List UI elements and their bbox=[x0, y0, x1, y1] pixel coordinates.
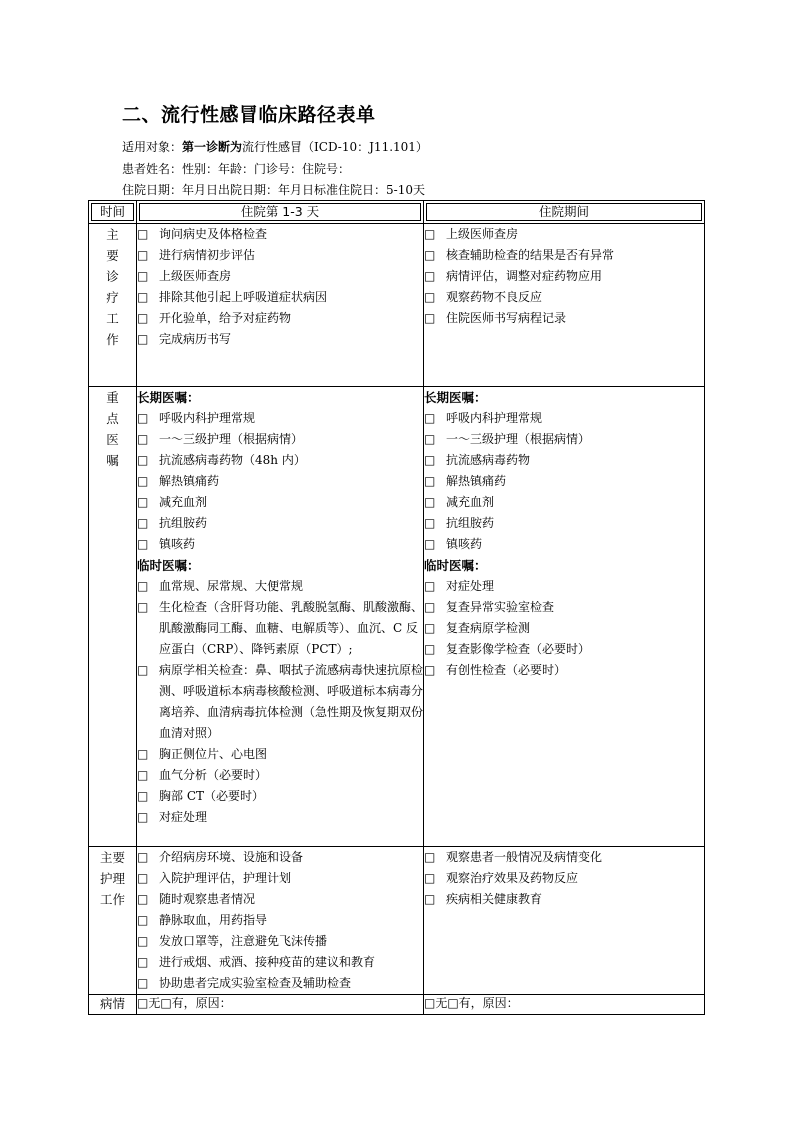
row-label-char: 疗 bbox=[106, 290, 119, 305]
checklist-item-text: 病原学相关检查：鼻、咽拭子流感病毒快速抗原检测、呼吸道标本病毒核酸检测、呼吸道标本病毒分离培养、血清病毒抗体检测（急性期及恢复期双份血清对照） bbox=[159, 663, 424, 740]
checklist-item-text: 住院医师书写病程记录 bbox=[446, 311, 567, 325]
checkbox-icon: □ bbox=[424, 663, 436, 677]
checklist-item bbox=[424, 287, 704, 308]
order-item bbox=[137, 765, 423, 786]
nursing-item bbox=[137, 952, 423, 973]
order-item bbox=[424, 492, 704, 513]
checkbox-icon: □ bbox=[424, 871, 436, 885]
checkbox-icon: □ bbox=[137, 600, 149, 614]
diagnosis-label: 第一诊断为 bbox=[182, 140, 243, 154]
checkbox-icon: □ bbox=[424, 600, 436, 614]
checklist-item-text: 询问病史及体格检查 bbox=[159, 227, 268, 241]
checklist-item-text: 复查病原学检测 bbox=[446, 621, 531, 635]
checkbox-icon: □ bbox=[137, 976, 149, 990]
condition-during-stay: □无□有，原因： bbox=[424, 995, 705, 1015]
checkbox-icon: □ bbox=[137, 290, 149, 304]
order-item bbox=[424, 639, 704, 660]
checkbox-icon: □ bbox=[137, 913, 149, 927]
row-label-char: 工 bbox=[106, 311, 119, 326]
applicable-subject: 适用对象：第一诊断为流行性感冒（ICD-10：J11.101） bbox=[122, 140, 428, 154]
nursing-during-stay bbox=[424, 847, 705, 995]
checklist-item bbox=[137, 266, 423, 287]
checklist-item-text: 入院护理评估，护理计划 bbox=[159, 871, 292, 885]
checkbox-icon: □ bbox=[424, 537, 436, 551]
checkbox-icon: □ bbox=[424, 850, 436, 864]
checkbox-icon: □ bbox=[424, 474, 436, 488]
header-during-stay: 住院期间 bbox=[424, 201, 705, 224]
row-nursing-work bbox=[89, 847, 705, 995]
checkbox-icon: □ bbox=[137, 311, 149, 325]
order-item bbox=[137, 786, 423, 807]
order-item bbox=[424, 597, 704, 618]
checklist-item bbox=[424, 308, 704, 329]
order-item bbox=[137, 597, 423, 660]
checklist-item bbox=[137, 329, 423, 350]
checklist-item-text: 一～三级护理（根据病情） bbox=[446, 432, 591, 446]
checkbox-icon: □ bbox=[424, 621, 436, 635]
checklist-item bbox=[424, 245, 704, 266]
checklist-item bbox=[137, 245, 423, 266]
checkbox-icon: □ bbox=[137, 516, 149, 530]
checkbox-icon: □ bbox=[424, 432, 436, 446]
checkbox-icon: □ bbox=[424, 453, 436, 467]
checkbox-icon: □ bbox=[137, 248, 149, 262]
checklist-item-text: 复查影像学检查（必要时） bbox=[446, 642, 591, 656]
checklist-item-text: 观察药物不良反应 bbox=[446, 290, 543, 304]
order-item bbox=[137, 513, 423, 534]
checkbox-icon: □ bbox=[424, 227, 436, 241]
checklist-item-text: 核查辅助检查的结果是否有异常 bbox=[446, 248, 615, 262]
admission-dates-line: 住院日期：年月日出院日期：年月日标准住院日：5-10天 bbox=[122, 183, 425, 197]
checklist-item-text: 观察患者一般情况及病情变化 bbox=[446, 850, 603, 864]
orders-day-1-3 bbox=[137, 387, 424, 847]
checklist-item bbox=[137, 287, 423, 308]
checklist-item-text: 上级医师查房 bbox=[446, 227, 519, 241]
row-label-line: 工作 bbox=[99, 892, 125, 907]
header-day-1-3: 住院第 1-3 天 bbox=[137, 201, 424, 224]
checklist-item-text: 呼吸内科护理常规 bbox=[159, 411, 256, 425]
nursing-item bbox=[137, 931, 423, 952]
checkbox-icon: □ bbox=[424, 269, 436, 283]
checklist-item-text: 进行戒烟、戒酒、接种疫苗的建议和教育 bbox=[159, 955, 376, 969]
main-work-day-1-3 bbox=[137, 224, 424, 387]
checklist-item-text: 上级医师查房 bbox=[159, 269, 232, 283]
checklist-item-text: 病情评估，调整对症药物应用 bbox=[446, 269, 603, 283]
row-label-line: 护理 bbox=[99, 871, 125, 886]
checkbox-icon: □ bbox=[137, 663, 149, 677]
checklist-item-text: 解热镇痛药 bbox=[446, 474, 507, 488]
checkbox-icon: □ bbox=[137, 955, 149, 969]
checklist-item-text: 复查异常实验室检查 bbox=[446, 600, 555, 614]
clinical-pathway-table bbox=[88, 200, 705, 1015]
condition-day-1-3: □无□有，原因： bbox=[137, 995, 424, 1015]
row-label-char: 要 bbox=[106, 248, 119, 263]
checkbox-icon: □ bbox=[137, 432, 149, 446]
checklist-item-text: 疾病相关健康教育 bbox=[446, 892, 543, 906]
checklist-item-text: 镇咳药 bbox=[159, 537, 196, 551]
checkbox-icon: □ bbox=[137, 227, 149, 241]
checkbox-icon: □ bbox=[137, 453, 149, 467]
patient-info-line: 患者姓名：性别：年龄：门诊号：住院号： bbox=[122, 162, 351, 176]
label-condition: 病情 bbox=[89, 995, 137, 1015]
checklist-item bbox=[424, 266, 704, 287]
checklist-item-text: 随时观察患者情况 bbox=[159, 892, 256, 906]
checkbox-icon: □ bbox=[137, 269, 149, 283]
row-label-char: 点 bbox=[106, 411, 119, 426]
checklist-item-text: 协助患者完成实验室检查及辅助检查 bbox=[159, 976, 352, 990]
main-work-during-stay bbox=[424, 224, 705, 387]
nursing-item bbox=[137, 847, 423, 868]
order-item bbox=[424, 513, 704, 534]
checkbox-icon: □ bbox=[137, 411, 149, 425]
label-main-diagnosis-work bbox=[89, 224, 137, 387]
checkbox-icon: □ bbox=[137, 934, 149, 948]
order-item bbox=[424, 576, 704, 597]
checkbox-icon: □ bbox=[137, 537, 149, 551]
nursing-item bbox=[137, 910, 423, 931]
nursing-item bbox=[424, 868, 704, 889]
order-item bbox=[137, 576, 423, 597]
checklist-item-text: 胸部 CT（必要时） bbox=[159, 789, 265, 803]
checklist-item-text: 减充血剂 bbox=[159, 495, 208, 509]
order-item bbox=[137, 450, 423, 471]
checkbox-icon: □ bbox=[137, 789, 149, 803]
order-item bbox=[424, 660, 704, 681]
order-item bbox=[424, 471, 704, 492]
checklist-item-text: 介绍病房环境、设施和设备 bbox=[159, 850, 304, 864]
checkbox-icon: □ bbox=[137, 871, 149, 885]
checkbox-icon: □ bbox=[424, 311, 436, 325]
temporary-orders-title: 临时医嘱： bbox=[424, 558, 487, 573]
checkbox-icon: □ bbox=[424, 516, 436, 530]
checkbox-icon: □ bbox=[424, 248, 436, 262]
row-label-char: 作 bbox=[106, 332, 119, 347]
checklist-item-text: 镇咳药 bbox=[446, 537, 483, 551]
nursing-item bbox=[424, 847, 704, 868]
row-label-char: 嘱 bbox=[106, 453, 119, 468]
label-nursing-work bbox=[89, 847, 137, 995]
row-label-char: 重 bbox=[106, 390, 119, 405]
checkbox-icon: □ bbox=[424, 892, 436, 906]
checklist-item bbox=[137, 224, 423, 245]
row-key-orders bbox=[89, 387, 705, 847]
temporary-orders-title: 临时医嘱： bbox=[137, 558, 200, 573]
nursing-item bbox=[424, 889, 704, 910]
long-term-orders-title: 长期医嘱： bbox=[137, 390, 200, 405]
row-label-char: 医 bbox=[106, 432, 119, 447]
checkbox-icon: □ bbox=[137, 474, 149, 488]
order-item bbox=[137, 408, 423, 429]
nursing-item bbox=[137, 868, 423, 889]
checklist-item-text: 有创性检查（必要时） bbox=[446, 663, 567, 677]
order-item bbox=[137, 492, 423, 513]
nursing-item bbox=[137, 973, 423, 994]
nursing-day-1-3 bbox=[137, 847, 424, 995]
order-item bbox=[137, 534, 423, 555]
row-label-line: 主要 bbox=[99, 850, 125, 865]
checklist-item-text: 完成病历书写 bbox=[159, 332, 232, 346]
checklist-item-text: 血常规、尿常规、大便常规 bbox=[159, 579, 304, 593]
checklist-item-text: 进行病情初步评估 bbox=[159, 248, 256, 262]
checkbox-icon: □ bbox=[137, 332, 149, 346]
long-term-orders-title: 长期医嘱： bbox=[424, 390, 487, 405]
checkbox-icon: □ bbox=[424, 290, 436, 304]
order-item bbox=[137, 660, 423, 744]
row-main-diagnosis-work bbox=[89, 224, 705, 387]
checkbox-icon: □ bbox=[137, 810, 149, 824]
checkbox-icon: □ bbox=[424, 579, 436, 593]
checklist-item-text: 对症处理 bbox=[446, 579, 495, 593]
order-item bbox=[424, 408, 704, 429]
nursing-item bbox=[137, 889, 423, 910]
page-title: 二、流行性感冒临床路径表单 bbox=[122, 104, 376, 126]
checklist-item-text: 排除其他引起上呼吸道症状病因 bbox=[159, 290, 328, 304]
checklist-item-text: 抗组胺药 bbox=[159, 516, 208, 530]
checklist-item-text: 观察治疗效果及药物反应 bbox=[446, 871, 579, 885]
checklist-item-text: 抗流感病毒药物（48h 内） bbox=[159, 453, 306, 467]
order-item bbox=[424, 450, 704, 471]
order-item bbox=[137, 429, 423, 450]
checklist-item-text: 血气分析（必要时） bbox=[159, 768, 268, 782]
order-item bbox=[137, 744, 423, 765]
order-item bbox=[137, 471, 423, 492]
checklist-item-text: 静脉取血，用药指导 bbox=[159, 913, 268, 927]
checkbox-icon: □ bbox=[137, 747, 149, 761]
checkbox-icon: □ bbox=[137, 892, 149, 906]
order-item bbox=[424, 618, 704, 639]
checklist-item-text: 解热镇痛药 bbox=[159, 474, 220, 488]
order-item bbox=[424, 429, 704, 450]
checkbox-icon: □ bbox=[424, 642, 436, 656]
checklist-item bbox=[424, 224, 704, 245]
header-time: 时间 bbox=[89, 201, 137, 224]
checkbox-icon: □ bbox=[424, 495, 436, 509]
orders-during-stay bbox=[424, 387, 705, 847]
checklist-item-text: 胸正侧位片、心电图 bbox=[159, 747, 268, 761]
checkbox-icon: □ bbox=[137, 850, 149, 864]
checklist-item-text: 减充血剂 bbox=[446, 495, 495, 509]
row-label-char: 诊 bbox=[106, 269, 119, 284]
checklist-item-text: 抗组胺药 bbox=[446, 516, 495, 530]
order-item bbox=[137, 807, 423, 828]
checkbox-icon: □ bbox=[137, 579, 149, 593]
checklist-item bbox=[137, 308, 423, 329]
checkbox-icon: □ bbox=[137, 495, 149, 509]
row-condition bbox=[89, 995, 705, 1015]
checklist-item-text: 发放口罩等，注意避免飞沫传播 bbox=[159, 934, 328, 948]
checkbox-icon: □ bbox=[137, 768, 149, 782]
checkbox-icon: □ bbox=[424, 411, 436, 425]
table-header-row bbox=[89, 201, 705, 224]
row-label-char: 主 bbox=[106, 227, 119, 242]
checklist-item-text: 抗流感病毒药物 bbox=[446, 453, 531, 467]
checklist-item-text: 开化验单，给予对症药物 bbox=[159, 311, 292, 325]
label-key-orders bbox=[89, 387, 137, 847]
checklist-item-text: 对症处理 bbox=[159, 810, 208, 824]
checklist-item-text: 呼吸内科护理常规 bbox=[446, 411, 543, 425]
checklist-item-text: 一～三级护理（根据病情） bbox=[159, 432, 304, 446]
order-item bbox=[424, 534, 704, 555]
checklist-item-text: 生化检查（含肝肾功能、乳酸脱氢酶、肌酸激酶、肌酸激酶同工酶、血糖、电解质等）、血沉、C 反应蛋白（CRP）、降钙素原（PCT）; bbox=[159, 600, 424, 656]
